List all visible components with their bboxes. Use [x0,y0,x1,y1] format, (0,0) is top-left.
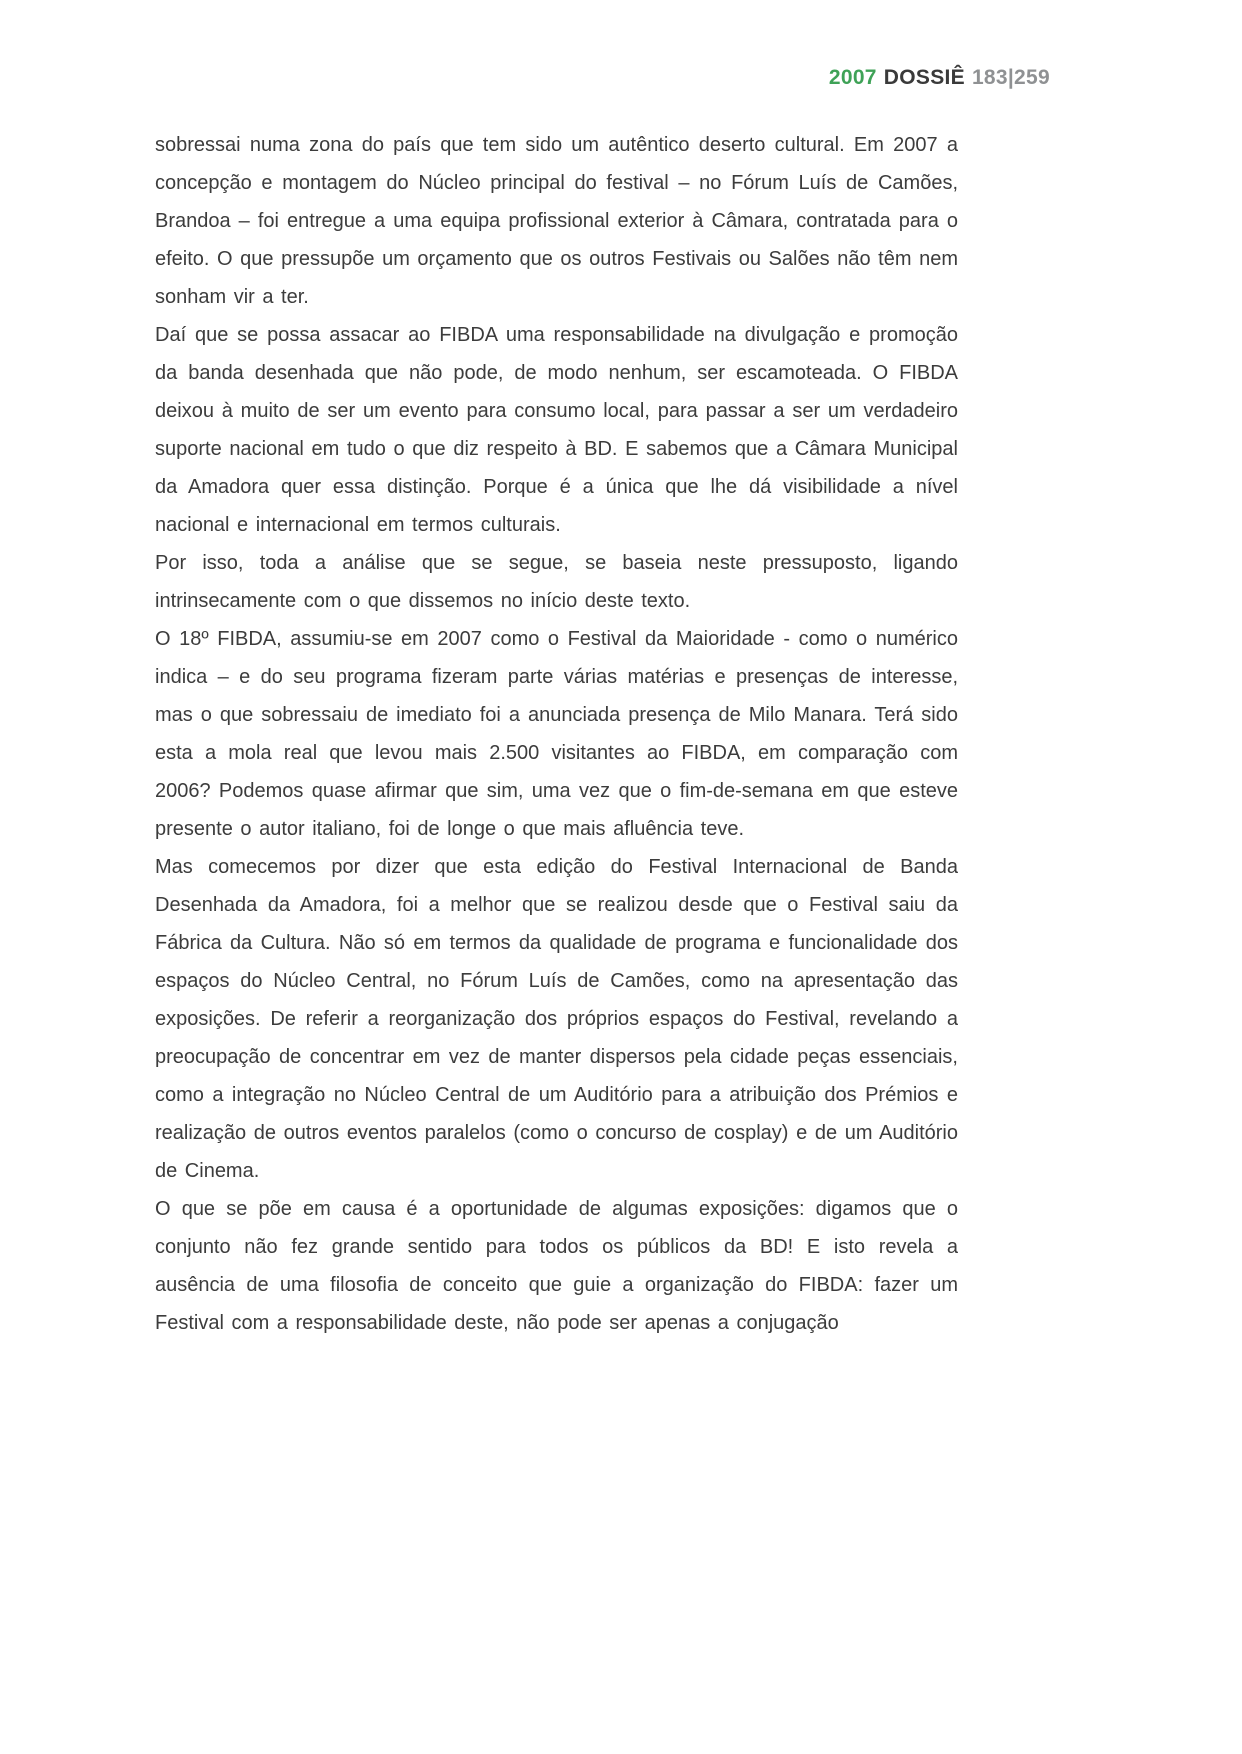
paragraph: O que se põe em causa é a oportunidade de algumas exposições: digamos que o conjunto não fez grande sentido para todos os públicos da BD! E isto revela a ausência de uma filosofia de conceito que guie a organização do FIBDA: fazer um Festival com a responsabilidade deste, não pode ser apenas a conjugação [155,1198,958,1334]
paragraph: Mas comecemos por dizer que esta edição do Festival Internacional de Banda Desenhada da Amadora, foi a melhor que se realizou desde que o Festival saiu da Fábrica da Cultura. Não só em termos da qualidade de programa e funcionalidade dos espaços do Núcleo Central, no Fórum Luís de Camões, como na apresentação das exposições. De referir a reorganização dos próprios espaços do Festival, revelando a preocupação de concentrar em vez de manter dispersos pela cidade peças essenciais, como a integração no Núcleo Central de um Auditório para a atribuição dos Prémios e realização de outros eventos paralelos (como o concurso de cosplay) e de um Auditório de Cinema. [155,856,958,1182]
paragraph: sobressai numa zona do país que tem sido um autêntico deserto cultural. Em 2007 a concepção e montagem do Núcleo principal do festival – no Fórum Luís de Camões, Brandoa – foi entregue a uma equipa profissional exterior à Câmara, contratada para o efeito. O que pressupõe um orçamento que os outros Festivais ou Salões não têm nem sonham vir a ter. [155,134,958,308]
document-body [155,126,958,1342]
header-title: DOSSIÊ [883,66,965,89]
page-header [829,66,1050,90]
paragraph: Por isso, toda a análise que se segue, se baseia neste pressuposto, ligando intrinsecamente com o que dissemos no início deste texto. [155,552,958,612]
header-page-number: 183|259 [971,66,1050,89]
paragraph: O 18º FIBDA, assumiu-se em 2007 como o Festival da Maioridade - como o numérico indica – e do seu programa fizeram parte várias matérias e presenças de interesse, mas o que sobressaiu de imediato foi a anunciada presença de Milo Manara. Terá sido esta a mola real que levou mais 2.500 visitantes ao FIBDA, em comparação com 2006? Podemos quase afirmar que sim, uma vez que o fim-de-semana em que esteve presente o autor italiano, foi de longe o que mais afluência teve. [155,628,958,840]
header-year: 2007 [828,66,877,89]
paragraph: Daí que se possa assacar ao FIBDA uma responsabilidade na divulgação e promoção da banda desenhada que não pode, de modo nenhum, ser escamoteada. O FIBDA deixou à muito de ser um evento para consumo local, para passar a ser um verdadeiro suporte nacional em tudo o que diz respeito à BD. E sabemos que a Câmara Municipal da Amadora quer essa distinção. Porque é a única que lhe dá visibilidade a nível nacional e internacional em termos culturais. [155,324,958,536]
